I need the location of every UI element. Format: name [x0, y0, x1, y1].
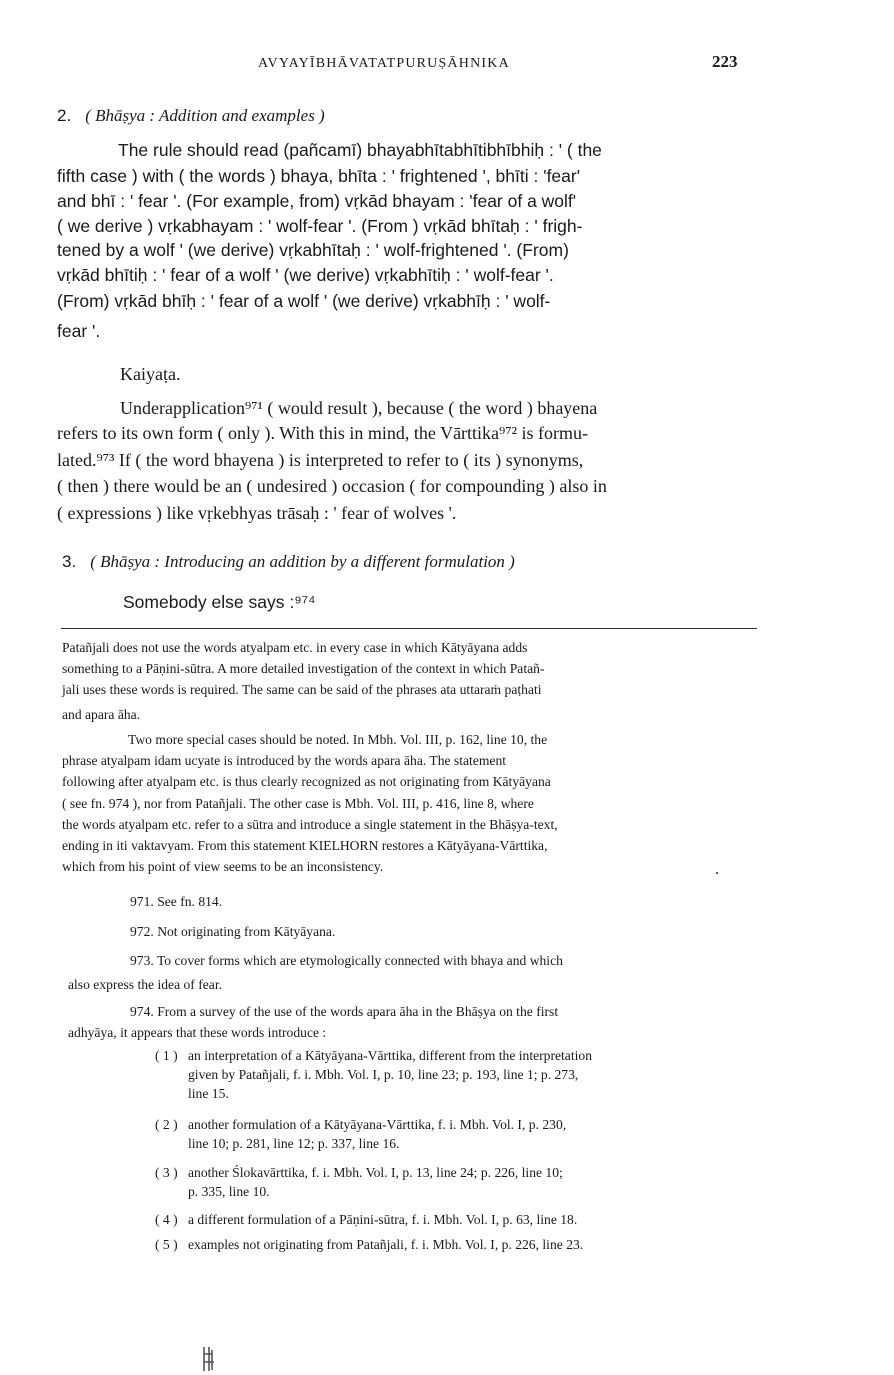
item-label: ( 4 )	[155, 1212, 178, 1227]
s2-line-8: fear '.	[57, 321, 101, 341]
item-line-c: line 15.	[188, 1086, 229, 1101]
s2-line-6: vṛkād bhītiḥ : ' fear of a wolf ' (we derive) vṛkabhītiḥ : ' wolf-fear '.	[57, 265, 554, 285]
fn-cont-line-4: and apara āha.	[62, 707, 141, 722]
fn-special-line-7: which from his point of view seems to be an inconsistency.	[62, 859, 384, 874]
fn-special-line-2: phrase atyalpam idam ucyate is introduced by the words apara āha. The statement	[62, 753, 507, 768]
kaiyata-line-4: ( then ) there would be an ( undesired ) occasion ( for compounding ) also in	[57, 476, 607, 496]
fn-cont-line-3: jali uses these words is required. The same can be said of the phrases ata uttaraṁ paṭhati	[62, 682, 542, 697]
item-line-b: given by Patañjali, f. i. Mbh. Vol. I, p. 10, line 23; p. 193, line 1; p. 273,	[188, 1067, 579, 1082]
item-line-b: line 10; p. 281, line 12; p. 337, line 16.	[188, 1136, 400, 1151]
kaiyata-line-3: lated.⁹⁷³ If ( the word bhayena ) is interpreted to refer to ( its ) synonyms,	[57, 450, 584, 470]
running-title: AVYAYĪBHĀVATATPURUṢĀHNIKA	[258, 56, 510, 71]
section-3-heading	[62, 552, 515, 572]
item-line-a: another formulation of a Kātyāyana-Vārttika, f. i. Mbh. Vol. I, p. 230,	[188, 1117, 567, 1132]
item-label: ( 5 )	[155, 1237, 178, 1252]
item-line-a: another Ślokavārttika, f. i. Mbh. Vol. I, p. 13, line 24; p. 226, line 10;	[188, 1165, 563, 1180]
scan-artifact-mark	[200, 1344, 220, 1374]
footnote-972: 972. Not originating from Kātyāyana.	[130, 924, 336, 939]
item-line-a: a different formulation of a Pāṇini-sūtra, f. i. Mbh. Vol. I, p. 63, line 18.	[188, 1212, 578, 1227]
footnote-973-line-2: also express the idea of fear.	[68, 977, 222, 992]
kaiyata-line-1: Underapplication⁹⁷¹ ( would result ), because ( the word ) bhayena	[120, 398, 598, 418]
section-2-title: ( Bhāṣya : Addition and examples )	[85, 106, 325, 125]
s2-line-5: tened by a wolf ' (we derive) vṛkabhītaḥ : ' wolf-frightened '. (From)	[57, 240, 569, 260]
fn-cont-line-2: something to a Pāṇini-sūtra. A more detailed investigation of the context in which Patañ-	[62, 661, 545, 676]
item-label: ( 3 )	[155, 1165, 178, 1180]
fn-special-line-5: the words atyalpam etc. refer to a sūtra and introduce a single statement in the Bhāṣya-text,	[62, 817, 558, 832]
s2-line-1: The rule should read (pañcamī) bhayabhītabhītibhībhiḥ : ' ( the	[118, 140, 602, 160]
section-3-text: Somebody else says :⁹⁷⁴	[123, 592, 316, 612]
section-3-number: 3.	[62, 552, 77, 571]
kaiyata-line-2: refers to its own form ( only ). With this in mind, the Vārttika⁹⁷² is formu-	[57, 423, 588, 443]
footnote-974-item-4	[155, 1210, 767, 1229]
s2-line-2: fifth case ) with ( the words ) bhaya, bhīta : ' frightened ', bhīti : 'fear'	[57, 166, 581, 186]
kaiyata-heading: Kaiyaṭa.	[120, 364, 181, 384]
section-3-title: ( Bhāṣya : Introducing an addition by a different formulation )	[90, 552, 515, 571]
s2-line-3: and bhī : ' fear '. (For example, from) vṛkād bhayam : 'fear of a wolf'	[57, 191, 577, 211]
fn-special-line-3: following after atyalpam etc. is thus clearly recognized as not originating from Kātyāyana	[62, 774, 551, 789]
footnote-973-line-1: 973. To cover forms which are etymologically connected with bhaya and which	[130, 953, 563, 968]
item-label: ( 2 )	[155, 1117, 178, 1132]
fn-special-line-4: ( see fn. 974 ), nor from Patañjali. The other case is Mbh. Vol. III, p. 416, line 8, where	[62, 796, 534, 811]
footnote-974-line-2: adhyāya, it appears that these words introduce :	[68, 1025, 327, 1040]
fn-special-line-6: ending in iti vaktavyam. From this statement KIELHORN restores a Kātyāyana-Vārttika,	[62, 838, 548, 853]
footnote-974-line-1: 974. From a survey of the use of the words apara āha in the Bhāṣya on the first	[130, 1004, 559, 1019]
item-line-b: p. 335, line 10.	[188, 1184, 270, 1199]
s2-line-4: ( we derive ) vṛkabhayam : ' wolf-fear '. (From ) vṛkād bhītaḥ : ' frigh-	[57, 216, 583, 236]
footnote-rule	[61, 628, 757, 629]
scan-speck	[716, 872, 718, 874]
section-2-heading	[57, 106, 325, 126]
footnote-974-item-3	[155, 1163, 767, 1201]
kaiyata-line-5: ( expressions ) like vṛkebhyas trāsaḥ : ' fear of wolves '.	[57, 503, 457, 523]
footnote-974-item-2	[155, 1115, 767, 1153]
page-number: 223	[712, 52, 738, 71]
item-line-a: an interpretation of a Kātyāyana-Vārttika, different from the interpretation	[188, 1048, 592, 1063]
fn-cont-line-1: Patañjali does not use the words atyalpam etc. in every case in which Kātyāyana adds	[62, 640, 528, 655]
footnote-971: 971. See fn. 814.	[130, 894, 223, 909]
footnote-974-item-1	[155, 1046, 767, 1103]
fn-special-line-1: Two more special cases should be noted. In Mbh. Vol. III, p. 162, line 10, the	[128, 732, 548, 747]
item-label: ( 1 )	[155, 1048, 178, 1063]
section-2-number: 2.	[57, 106, 72, 125]
item-line-a: examples not originating from Patañjali, f. i. Mbh. Vol. I, p. 226, line 23.	[188, 1237, 584, 1252]
s2-line-7: (From) vṛkād bhīḥ : ' fear of a wolf ' (we derive) vṛkabhīḥ : ' wolf-	[57, 291, 551, 311]
footnote-974-item-5	[155, 1235, 767, 1254]
